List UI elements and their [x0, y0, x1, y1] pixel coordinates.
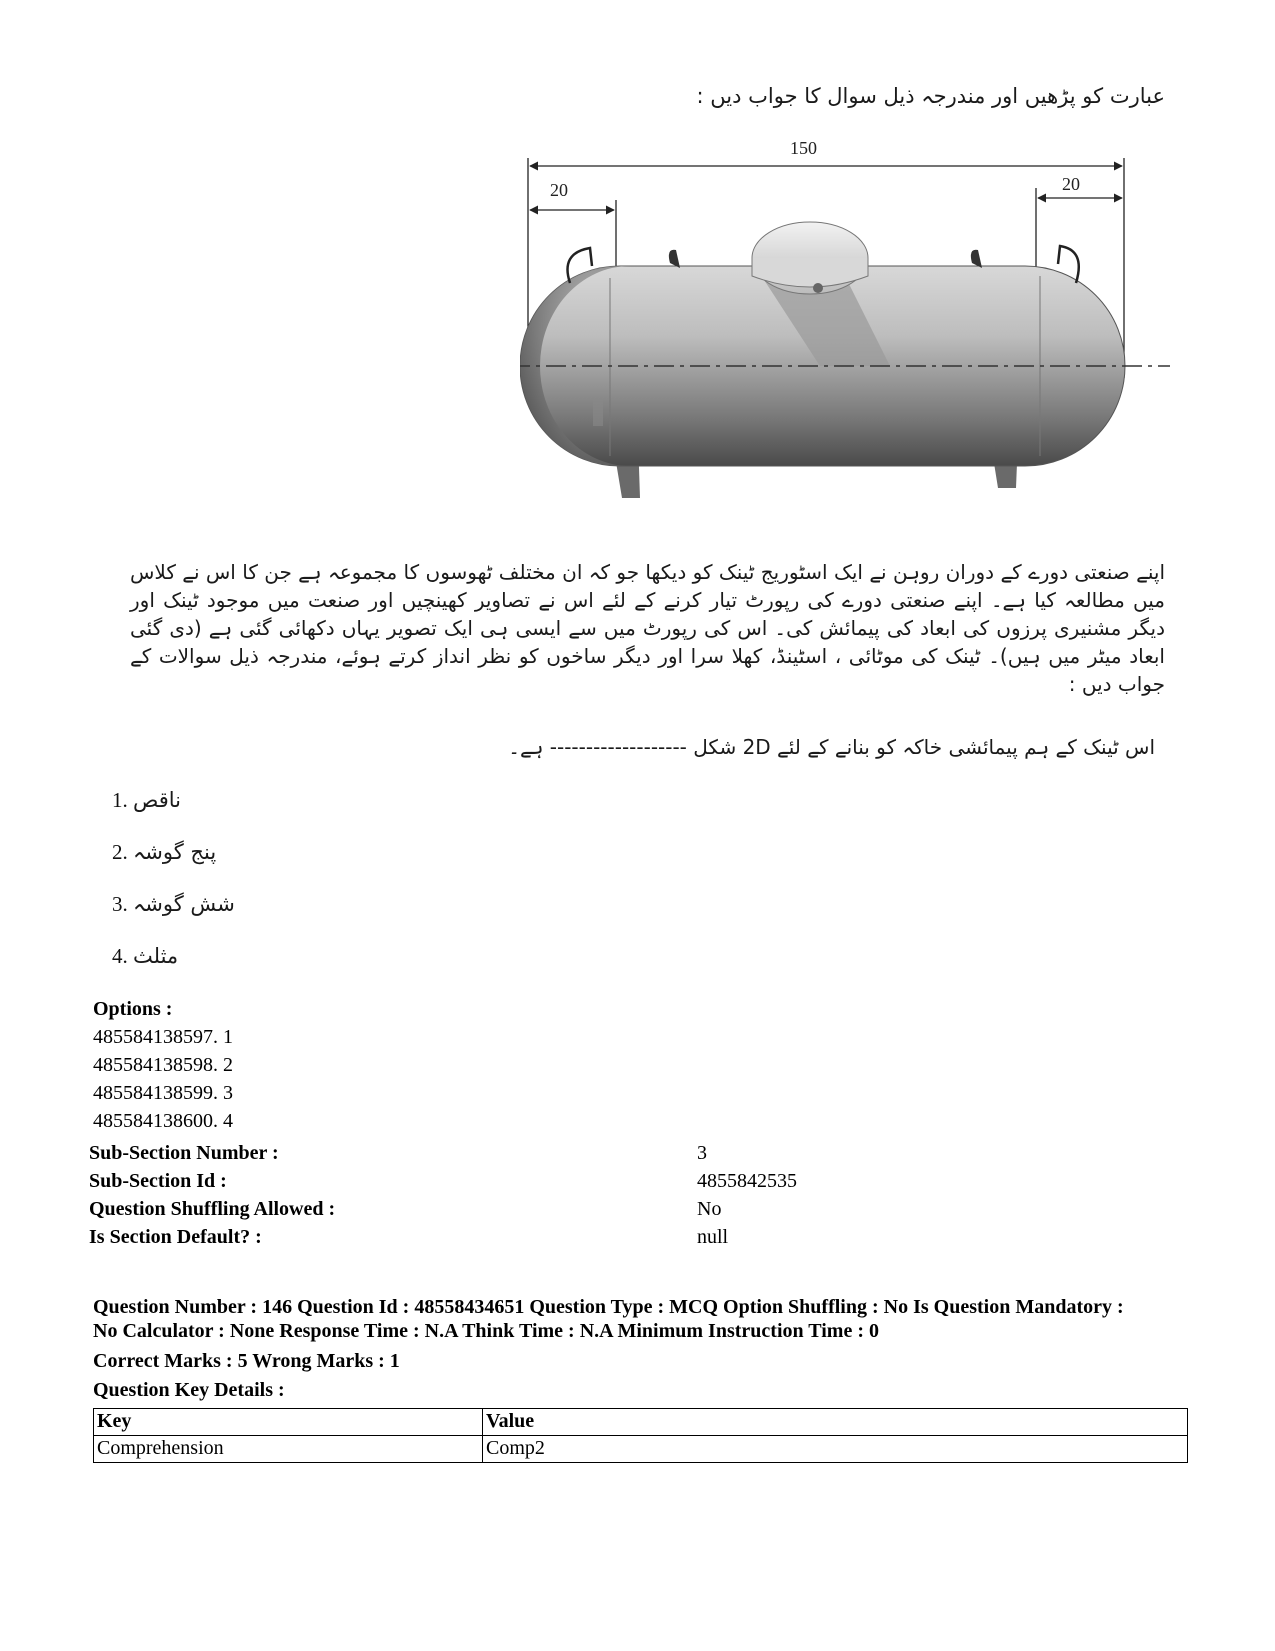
table-cell: Comp2 [483, 1436, 1188, 1463]
choice-text: مثلث [133, 944, 179, 968]
choice-4 [112, 944, 178, 969]
choice-text: ناقص [133, 788, 182, 812]
key-details-heading: Question Key Details : [93, 1379, 285, 1401]
dimension-left-label: 20 [550, 180, 568, 200]
sub-section-id-value: 4855842535 [697, 1170, 797, 1192]
table-header-cell: Value [483, 1409, 1188, 1436]
choice-number: 2. [112, 840, 128, 864]
choice-number: 1. [112, 788, 128, 812]
marks-line: Correct Marks : 5 Wrong Marks : 1 [93, 1350, 400, 1372]
section-default-value: null [697, 1226, 729, 1248]
option-id: 485584138598. 2 [93, 1054, 233, 1076]
choice-3 [112, 892, 235, 917]
question-shuffling-value: No [697, 1198, 722, 1220]
option-id: 485584138600. 4 [93, 1110, 233, 1132]
choice-number: 3. [112, 892, 128, 916]
sub-section-number-label: Sub-Section Number : [89, 1142, 279, 1164]
question-info-line-2: No Calculator : None Response Time : N.A Think Time : N.A Minimum Instruction Time : 0 [93, 1320, 879, 1342]
table-header-cell: Key [94, 1409, 483, 1436]
choice-2 [112, 840, 216, 865]
question-text: اس ٹینک کے ہم پیمائشی خاکہ کو بنانے کے لئے 2D شکل ------------------- ہے۔ [508, 735, 1155, 759]
choice-1 [112, 788, 181, 813]
sub-section-number-value: 3 [697, 1142, 707, 1164]
table-header-row [94, 1409, 1188, 1436]
table-row [94, 1436, 1188, 1463]
question-info-line-1: Question Number : 146 Question Id : 48558434651 Question Type : MCQ Option Shuffling : No Is Question Mandatory : [93, 1296, 1124, 1318]
section-default-label: Is Section Default? : [89, 1226, 262, 1248]
option-id: 485584138597. 1 [93, 1026, 233, 1048]
question-shuffling-label: Question Shuffling Allowed : [89, 1198, 336, 1220]
dimension-right-label: 20 [1062, 174, 1080, 194]
passage-text: اپنے صنعتی دورے کے دوران روہن نے ایک اسٹوریج ٹینک کو دیکھا جو کہ ان مختلف ٹھوسوں کا مجموعہ ہے جن کا اس نے کلاس میں مطالعہ کیا ہے۔ اپنے صنعتی دورے کی رپورٹ تیار کرنے کے لئے اس نے تصاویر کھینچیں اور صنعت میں موجود ٹینک اور دیگر مشنیری پرزوں کی ابعاد کی پیمائش کی۔ اس کی رپورٹ میں سے ایسی ہی ایک تصویر یہاں دکھائی گئی ہے (دی گئی ابعاد میٹر میں ہیں)۔ ٹینک کی موٹائی ، اسٹینڈ، کھلا سرا اور دیگر ساخوں کو نظر انداز کرتے ہوئے، مندرجہ ذیل سوالات کے جواب دیں : [130, 560, 1165, 696]
table-cell: Comprehension [94, 1436, 483, 1463]
options-heading: Options : [93, 998, 173, 1020]
choice-text: پنج گوشہ [133, 840, 217, 864]
choice-number: 4. [112, 944, 128, 968]
storage-tank-figure [520, 138, 1170, 528]
sub-section-id-label: Sub-Section Id : [89, 1170, 227, 1192]
option-id: 485584138599. 3 [93, 1082, 233, 1104]
dimension-total-label: 150 [790, 138, 817, 158]
choice-text: شش گوشہ [133, 892, 235, 916]
passage-instruction: عبارت کو پڑھیں اور مندرجہ ذیل سوال کا جواب دیں : [696, 84, 1165, 108]
key-details-table [93, 1408, 1188, 1463]
